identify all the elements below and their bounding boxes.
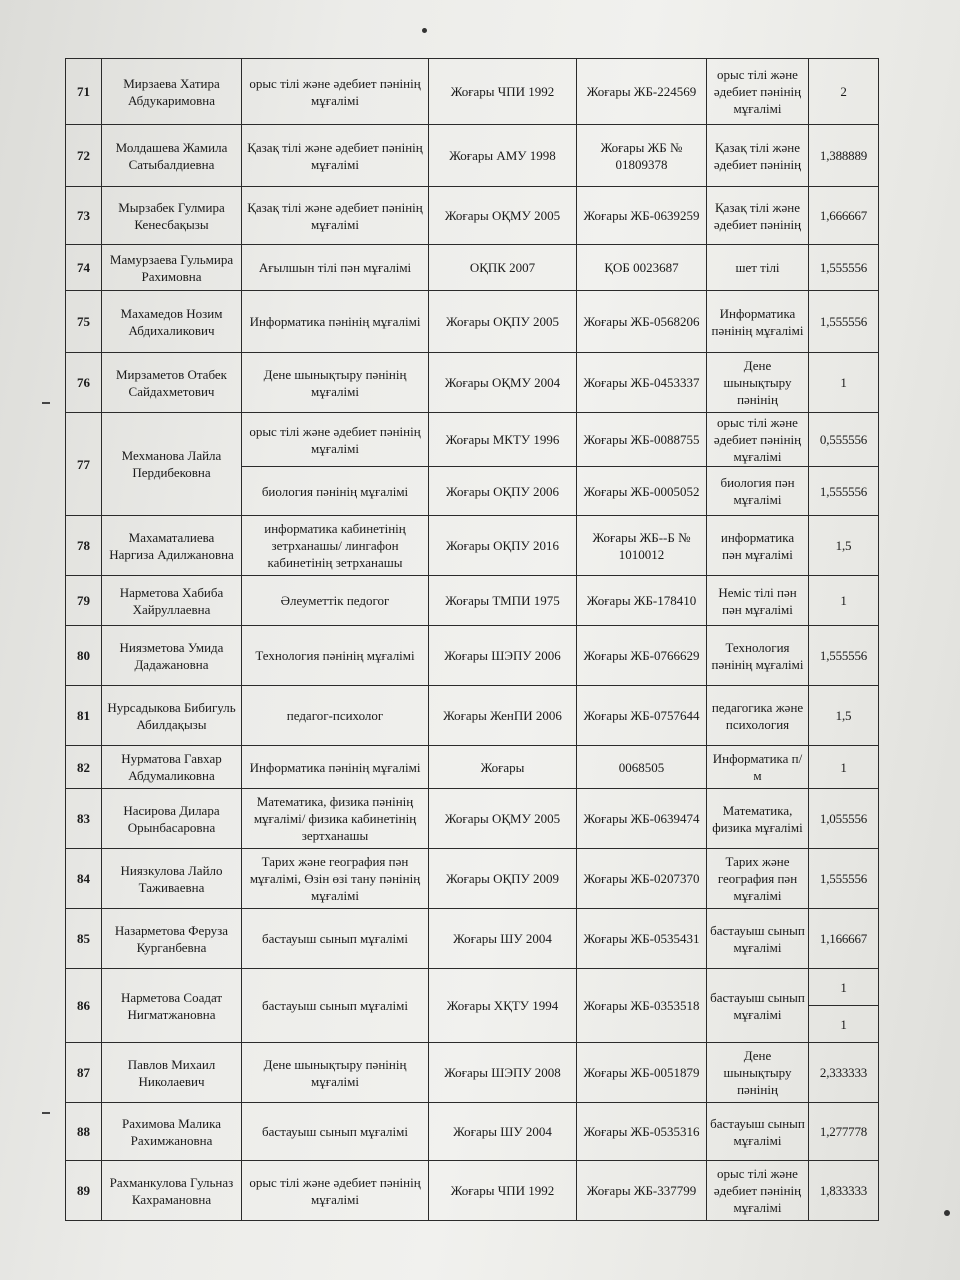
teacher-position: Дене шынықтыру пәнінің мұғалімі bbox=[242, 1043, 429, 1103]
row-number: 76 bbox=[66, 353, 102, 413]
coefficient: 1,277778 bbox=[809, 1103, 879, 1161]
teacher-name: Махаматалиева Наргиза Адилжановна bbox=[102, 516, 242, 576]
row-number: 84 bbox=[66, 849, 102, 909]
diploma-number: Жоғары ЖБ-337799 bbox=[577, 1161, 707, 1221]
education: Жоғары АМУ 1998 bbox=[429, 125, 577, 187]
subject: информатика пән мұғалімі bbox=[707, 516, 809, 576]
table-row bbox=[66, 516, 879, 576]
diploma-number: 0068505 bbox=[577, 746, 707, 789]
table-row bbox=[66, 789, 879, 849]
diploma-number: Жоғары ЖБ-0353518 bbox=[577, 969, 707, 1043]
education: Жоғары ШУ 2004 bbox=[429, 1103, 577, 1161]
row-number: 77 bbox=[66, 413, 102, 516]
diploma-number: Жоғары ЖБ-0568206 bbox=[577, 291, 707, 353]
education: Жоғары ЧПИ 1992 bbox=[429, 59, 577, 125]
subject: Неміс тілі пән пән мұғалімі bbox=[707, 576, 809, 626]
teacher-position: Қазақ тілі және әдебиет пәнінің мұғалімі bbox=[242, 125, 429, 187]
teacher-name: Павлов Михаил Николаевич bbox=[102, 1043, 242, 1103]
education: Жоғары ЖенПИ 2006 bbox=[429, 686, 577, 746]
table-row bbox=[66, 291, 879, 353]
education: Жоғары ОҚМУ 2004 bbox=[429, 353, 577, 413]
teacher-position: Ағылшын тілі пән мұғалімі bbox=[242, 245, 429, 291]
teacher-position: Дене шынықтыру пәнінің мұғалімі bbox=[242, 353, 429, 413]
teacher-position: педагог-психолог bbox=[242, 686, 429, 746]
teacher-position: Қазақ тілі және әдебиет пәнінің мұғалімі bbox=[242, 187, 429, 245]
coefficient: 1,555556 bbox=[809, 467, 879, 516]
teacher-position: биология пәнінің мұғалімі bbox=[242, 467, 429, 516]
diploma-number: ҚОБ 0023687 bbox=[577, 245, 707, 291]
teacher-name: Рахимова Малика Рахимжановна bbox=[102, 1103, 242, 1161]
row-number: 74 bbox=[66, 245, 102, 291]
row-number: 75 bbox=[66, 291, 102, 353]
coefficient: 1,555556 bbox=[809, 849, 879, 909]
diploma-number: Жоғары ЖБ-0535431 bbox=[577, 909, 707, 969]
teacher-name: Мырзабек Гулмира Кенесбақызы bbox=[102, 187, 242, 245]
row-number: 86 bbox=[66, 969, 102, 1043]
coefficient: 1 bbox=[809, 746, 879, 789]
education: Жоғары ОҚПУ 2005 bbox=[429, 291, 577, 353]
teacher-position: Тарих және география пән мұғалімі, Өзін өзі тану пәнінің мұғалімі bbox=[242, 849, 429, 909]
teacher-position: орыс тілі және әдебиет пәнінің мұғалімі bbox=[242, 59, 429, 125]
coefficient: 1,5 bbox=[809, 516, 879, 576]
subject: Информатика п/м bbox=[707, 746, 809, 789]
diploma-number: Жоғары ЖБ-178410 bbox=[577, 576, 707, 626]
subject: бастауыш сынып мұғалімі bbox=[707, 969, 809, 1043]
scan-speck bbox=[422, 28, 427, 33]
table-row bbox=[66, 1043, 879, 1103]
coefficient: 1,666667 bbox=[809, 187, 879, 245]
scan-speck bbox=[944, 1210, 950, 1216]
coefficient: 1,388889 bbox=[809, 125, 879, 187]
teacher-name: Махамедов Нозим Абдихаликович bbox=[102, 291, 242, 353]
table-row bbox=[66, 353, 879, 413]
coefficient: 1 bbox=[809, 576, 879, 626]
subject: орыс тілі және әдебиет пәнінің мұғалімі bbox=[707, 1161, 809, 1221]
scan-mark bbox=[42, 1112, 50, 1114]
teacher-position: Математика, физика пәнінің мұғалімі/ физика кабинетінің зертханашы bbox=[242, 789, 429, 849]
table-row bbox=[66, 576, 879, 626]
subject: орыс тілі және әдебиет пәнінің мұғалімі bbox=[707, 413, 809, 467]
teacher-position: орыс тілі және әдебиет пәнінің мұғалімі bbox=[242, 1161, 429, 1221]
diploma-number: Жоғары ЖБ-0207370 bbox=[577, 849, 707, 909]
row-number: 78 bbox=[66, 516, 102, 576]
education: Жоғары ШЭПУ 2008 bbox=[429, 1043, 577, 1103]
row-number: 80 bbox=[66, 626, 102, 686]
coefficient: 1,166667 bbox=[809, 909, 879, 969]
coefficient: 1 bbox=[809, 1006, 879, 1043]
education: Жоғары ЧПИ 1992 bbox=[429, 1161, 577, 1221]
coefficient: 1,055556 bbox=[809, 789, 879, 849]
teacher-name: Мехманова Лайла Пердибековна bbox=[102, 413, 242, 516]
teacher-position: орыс тілі және әдебиет пәнінің мұғалімі bbox=[242, 413, 429, 467]
teacher-position: Технология пәнінің мұғалімі bbox=[242, 626, 429, 686]
coefficient: 2 bbox=[809, 59, 879, 125]
teacher-position: информатика кабинетінің зетрханашы/ лингафон кабинетінің зетрханашы bbox=[242, 516, 429, 576]
table-row bbox=[66, 746, 879, 789]
subject: Информатика пәнінің мұғалімі bbox=[707, 291, 809, 353]
subject: Қазақ тілі және әдебиет пәнінің bbox=[707, 125, 809, 187]
diploma-number: Жоғары ЖБ-0535316 bbox=[577, 1103, 707, 1161]
row-number: 71 bbox=[66, 59, 102, 125]
diploma-number: Жоғары ЖБ-0051879 bbox=[577, 1043, 707, 1103]
scan-mark bbox=[42, 402, 50, 404]
subject: Дене шынықтыру пәнінің bbox=[707, 353, 809, 413]
teacher-name: Нурсадыкова Бибигуль Абилдақызы bbox=[102, 686, 242, 746]
table-row bbox=[66, 245, 879, 291]
coefficient: 1,555556 bbox=[809, 291, 879, 353]
education: Жоғары ХҚТУ 1994 bbox=[429, 969, 577, 1043]
teacher-position: Информатика пәнінің мұғалімі bbox=[242, 291, 429, 353]
row-number: 79 bbox=[66, 576, 102, 626]
education: Жоғары ОҚПУ 2006 bbox=[429, 467, 577, 516]
row-number: 73 bbox=[66, 187, 102, 245]
teacher-name: Нарметова Хабиба Хайруллаевна bbox=[102, 576, 242, 626]
table-row bbox=[66, 1161, 879, 1221]
table-row bbox=[66, 187, 879, 245]
row-number: 89 bbox=[66, 1161, 102, 1221]
subject: Технология пәнінің мұғалімі bbox=[707, 626, 809, 686]
teacher-name: Рахманкулова Гульназ Кахрамановна bbox=[102, 1161, 242, 1221]
teacher-name: Мирзаметов Отабек Сайдахметович bbox=[102, 353, 242, 413]
diploma-number: Жоғары ЖБ-0639474 bbox=[577, 789, 707, 849]
teacher-position: бастауыш сынып мұғалімі bbox=[242, 909, 429, 969]
diploma-number: Жоғары ЖБ-0005052 bbox=[577, 467, 707, 516]
subject: бастауыш сынып мұғалімі bbox=[707, 909, 809, 969]
teacher-name: Мамурзаева Гульмира Рахимовна bbox=[102, 245, 242, 291]
coefficient: 1,555556 bbox=[809, 245, 879, 291]
row-number: 87 bbox=[66, 1043, 102, 1103]
row-number: 82 bbox=[66, 746, 102, 789]
coefficient: 1 bbox=[809, 969, 879, 1006]
table-row bbox=[66, 909, 879, 969]
table-row bbox=[66, 849, 879, 909]
subject: Дене шынықтыру пәнінің bbox=[707, 1043, 809, 1103]
row-number: 85 bbox=[66, 909, 102, 969]
diploma-number: Жоғары ЖБ-0639259 bbox=[577, 187, 707, 245]
education: ОҚПК 2007 bbox=[429, 245, 577, 291]
teacher-position: бастауыш сынып мұғалімі bbox=[242, 969, 429, 1043]
teacher-position: Әлеуметтік педогог bbox=[242, 576, 429, 626]
education: Жоғары ОҚПУ 2016 bbox=[429, 516, 577, 576]
subject: Тарих және география пән мұғалімі bbox=[707, 849, 809, 909]
subject: биология пән мұғалімі bbox=[707, 467, 809, 516]
education: Жоғары ШЭПУ 2006 bbox=[429, 626, 577, 686]
coefficient: 0,555556 bbox=[809, 413, 879, 467]
subject: Математика, физика мұғалімі bbox=[707, 789, 809, 849]
coefficient: 1,833333 bbox=[809, 1161, 879, 1221]
table-row bbox=[66, 125, 879, 187]
row-number: 83 bbox=[66, 789, 102, 849]
subject: бастауыш сынып мұғалімі bbox=[707, 1103, 809, 1161]
table-row bbox=[66, 626, 879, 686]
diploma-number: Жоғары ЖБ-0766629 bbox=[577, 626, 707, 686]
teacher-name: Мирзаева Хатира Абдукаримовна bbox=[102, 59, 242, 125]
diploma-number: Жоғары ЖБ-0453337 bbox=[577, 353, 707, 413]
diploma-number: Жоғары ЖБ-0088755 bbox=[577, 413, 707, 467]
diploma-number: Жоғары ЖБ--Б № 1010012 bbox=[577, 516, 707, 576]
education: Жоғары ШУ 2004 bbox=[429, 909, 577, 969]
teacher-name: Нарметова Соадат Нигматжановна bbox=[102, 969, 242, 1043]
teacher-name: Насирова Дилара Орынбасаровна bbox=[102, 789, 242, 849]
subject: шет тілі bbox=[707, 245, 809, 291]
table-row bbox=[66, 413, 879, 467]
subject: орыс тілі және әдебиет пәнінің мұғалімі bbox=[707, 59, 809, 125]
row-number: 88 bbox=[66, 1103, 102, 1161]
education: Жоғары ТМПИ 1975 bbox=[429, 576, 577, 626]
diploma-number: Жоғары ЖБ-0757644 bbox=[577, 686, 707, 746]
subject: педагогика және психология bbox=[707, 686, 809, 746]
teacher-position: бастауыш сынып мұғалімі bbox=[242, 1103, 429, 1161]
coefficient: 1,555556 bbox=[809, 626, 879, 686]
education: Жоғары ОҚМУ 2005 bbox=[429, 789, 577, 849]
teacher-name: Молдашева Жамила Сатыбалдиевна bbox=[102, 125, 242, 187]
teacher-name: Ниязметова Умида Дадажановна bbox=[102, 626, 242, 686]
diploma-number: Жоғары ЖБ № 01809378 bbox=[577, 125, 707, 187]
diploma-number: Жоғары ЖБ-224569 bbox=[577, 59, 707, 125]
row-number: 72 bbox=[66, 125, 102, 187]
subject: Қазақ тілі және әдебиет пәнінің bbox=[707, 187, 809, 245]
row-number: 81 bbox=[66, 686, 102, 746]
teacher-name: Назарметова Феруза Курганбевна bbox=[102, 909, 242, 969]
teacher-name: Ниязкулова Лайло Таживаевна bbox=[102, 849, 242, 909]
teacher-position: Информатика пәнінің мұғалімі bbox=[242, 746, 429, 789]
education: Жоғары МКТУ 1996 bbox=[429, 413, 577, 467]
table-row bbox=[66, 59, 879, 125]
table-row bbox=[66, 969, 879, 1006]
staff-table bbox=[65, 58, 879, 1221]
coefficient: 1,5 bbox=[809, 686, 879, 746]
education: Жоғары bbox=[429, 746, 577, 789]
teacher-name: Нурматова Гавхар Абдумаликовна bbox=[102, 746, 242, 789]
education: Жоғары ОҚПУ 2009 bbox=[429, 849, 577, 909]
table-row bbox=[66, 1103, 879, 1161]
coefficient: 2,333333 bbox=[809, 1043, 879, 1103]
education: Жоғары ОҚМУ 2005 bbox=[429, 187, 577, 245]
coefficient: 1 bbox=[809, 353, 879, 413]
table-row bbox=[66, 686, 879, 746]
